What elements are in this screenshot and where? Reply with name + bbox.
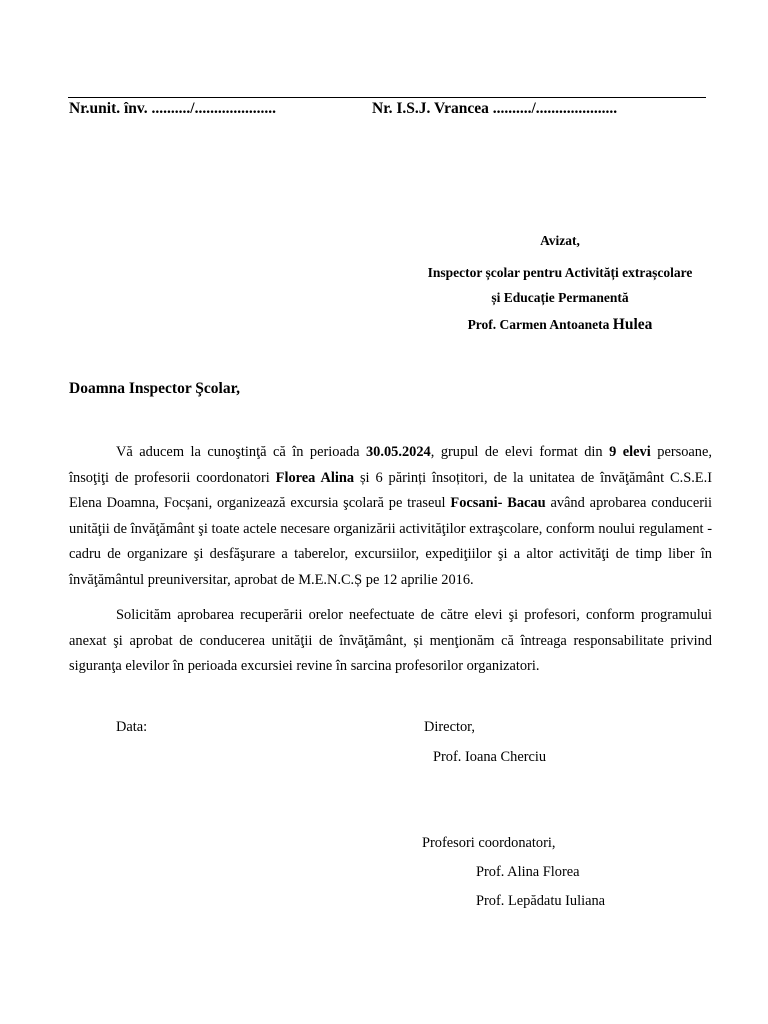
director-name: Prof. Ioana Cherciu: [433, 749, 547, 765]
approval-inspector-name: [360, 316, 760, 334]
isj-registration-number: Nr. I.S.J. Vrancea ........../.....................: [372, 100, 618, 117]
p1-text-1: Vă aducem la cunoştinţă că în perioada: [116, 444, 366, 460]
student-count: 9 elevi: [609, 444, 651, 460]
trip-route: Focsani- Bacau: [450, 495, 546, 512]
header-rule: [68, 97, 706, 98]
coordinator-name-2: Prof. Lepădatu Iuliana: [476, 893, 606, 909]
approval-title: Avizat,: [540, 233, 580, 248]
coordinators-title: Profesori coordonatori,: [422, 835, 556, 851]
date-label: Data:: [116, 719, 148, 735]
approval-name-surname: Hulea: [612, 316, 653, 333]
p1-text-4: și 6 părinți însoțitori, de la unitatea de învăţământ C.S.E.I Elena Doamna, Focșani, organizează excursia şcolară pe traseul: [69, 469, 712, 512]
approval-role-line2: și Educație Permanentă: [491, 290, 629, 305]
trip-date: 30.05.2024: [365, 444, 431, 460]
approval-role-line1: Inspector școlar pentru Activități extrașcolare: [427, 265, 693, 280]
p1-text-3: persoane, însoţiţi de profesorii coordonatori: [69, 444, 712, 486]
approval-name-prefix: Prof. Carmen Antoaneta: [467, 317, 613, 332]
paragraph-announcement: [69, 440, 712, 594]
p1-text-2: , grupul de elevi format din: [430, 444, 610, 460]
director-title: Director,: [424, 719, 475, 735]
salutation: Doamna Inspector Şcolar,: [69, 380, 240, 397]
unit-registration-number: Nr.unit. înv. ........../.....................: [69, 100, 276, 117]
coordinator-name: Florea Alina: [275, 469, 355, 486]
coordinator-name-1: Prof. Alina Florea: [476, 864, 580, 880]
p1-text-5: având aprobarea conducerii unităţii de învăţământ şi toate actele necesare organizării activităţilor extraşcolare, conform noului regulament - cadru de organizare şi desfăşurare a taberelor, excursiilor, expediţiilor şi a altor activităţi de timp liber în învăţământul preuniversitar, aprobat de M.E.N.C.Ș pe 12 aprilie 2016.: [69, 495, 712, 588]
paragraph-request: Solicităm aprobarea recuperării orelor neefectuate de către elevi şi profesori, conform programului anexat şi aprobat de conducerea unităţii de învăţământ, și menţionăm că întreaga responsabilitate privind siguranţa elevilor în perioada excursiei revine în sarcina profesorilor organizatori.: [69, 607, 712, 675]
